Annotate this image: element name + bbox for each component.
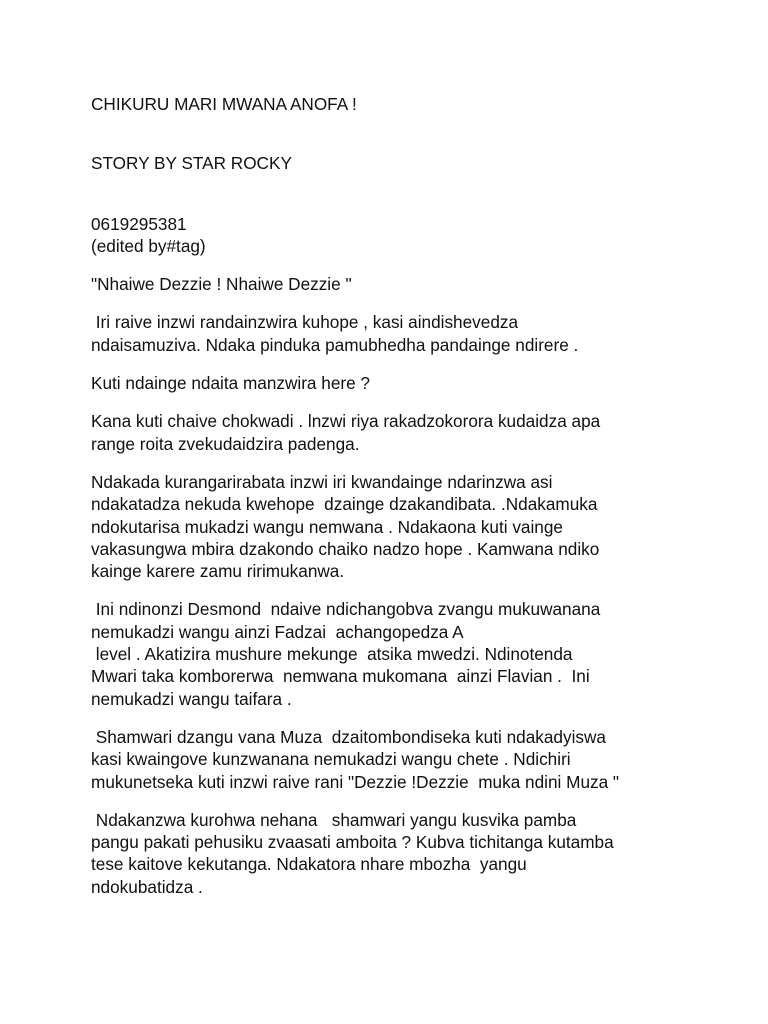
paragraph-line: Ndakanzwa kurohwa nehana shamwari yangu kusvika pamba xyxy=(91,809,577,830)
paragraph xyxy=(91,598,731,709)
paragraph-line: kainge karere zamu ririmukanwa. xyxy=(91,561,345,582)
contact-block xyxy=(91,213,731,258)
phone-number: 0619295381 xyxy=(91,213,187,234)
paragraph-line: Kuti ndainge ndaita manzwira here ? xyxy=(91,373,370,394)
document-page xyxy=(91,93,731,898)
paragraph-line: Ini ndinonzi Desmond ndaive ndichangobva zvangu mukuwanana xyxy=(91,599,601,620)
paragraph-line: mukunetseka kuti inzwi raive rani "Dezzie !Dezzie muka ndini Muza " xyxy=(91,771,620,792)
paragraph xyxy=(91,471,731,582)
edited-by-note: (edited by#tag) xyxy=(91,235,206,256)
paragraph-line: Iri raive inzwi randainzwira kuhope , kasi aindishevedza xyxy=(91,312,519,333)
paragraph-line: Shamwari dzangu vana Muza dzaitombondiseka kuti ndakadyiswa xyxy=(91,726,606,747)
paragraph-line: tese kaitove kekutanga. Ndakatora nhare mbozha yangu xyxy=(91,854,527,875)
paragraph-line: level . Akatizira mushure mekunge atsika mwedzi. Ndinotenda xyxy=(91,644,573,665)
paragraph-line: Kana kuti chaive chokwadi . lnzwi riya rakadzokorora kudaidza apa xyxy=(91,411,601,432)
paragraph-line: ndaisamuziva. Ndaka pinduka pamubhedha pandainge ndirere . xyxy=(91,334,579,355)
paragraph-line: range roita zvekudaidzira padenga. xyxy=(91,433,360,454)
paragraph xyxy=(91,273,731,295)
paragraph-line: nemukadzi wangu ainzi Fadzai achangopedza A xyxy=(91,621,464,642)
paragraph-line: vakasungwa mbira dzakondo chaiko nadzo hope . Kamwana ndiko xyxy=(91,538,600,559)
paragraph xyxy=(91,372,731,394)
paragraph-line: pangu pakati pehusiku zvaasati amboita ? Kubva tichitanga kutamba xyxy=(91,832,614,853)
paragraph xyxy=(91,410,731,455)
paragraph-line: Mwari taka komborerwa nemwana mukomana ainzi Flavian . Ini xyxy=(91,666,590,687)
paragraph-line: ndakatadza nekuda kwehope dzainge dzakandibata. .Ndakamuka xyxy=(91,494,598,515)
paragraph-line: nemukadzi wangu taifara . xyxy=(91,688,292,709)
paragraph-line: kasi kwaingove kunzwanana nemukadzi wangu chete . Ndichiri xyxy=(91,749,571,770)
story-byline: STORY BY STAR ROCKY xyxy=(91,153,292,174)
paragraph xyxy=(91,311,731,356)
paragraph-line: ndokutarisa mukadzi wangu nemwana . Ndakaona kuti vainge xyxy=(91,516,563,537)
story-title: CHIKURU MARI MWANA ANOFA ! xyxy=(91,94,357,114)
paragraph-line: Ndakada kurangarirabata inzwi iri kwandainge ndarinzwa asi xyxy=(91,471,553,492)
paragraph xyxy=(91,809,731,898)
paragraph-line: "Nhaiwe Dezzie ! Nhaiwe Dezzie " xyxy=(91,274,352,295)
paragraph xyxy=(91,726,731,793)
paragraph-line: ndokubatidza . xyxy=(91,876,203,897)
